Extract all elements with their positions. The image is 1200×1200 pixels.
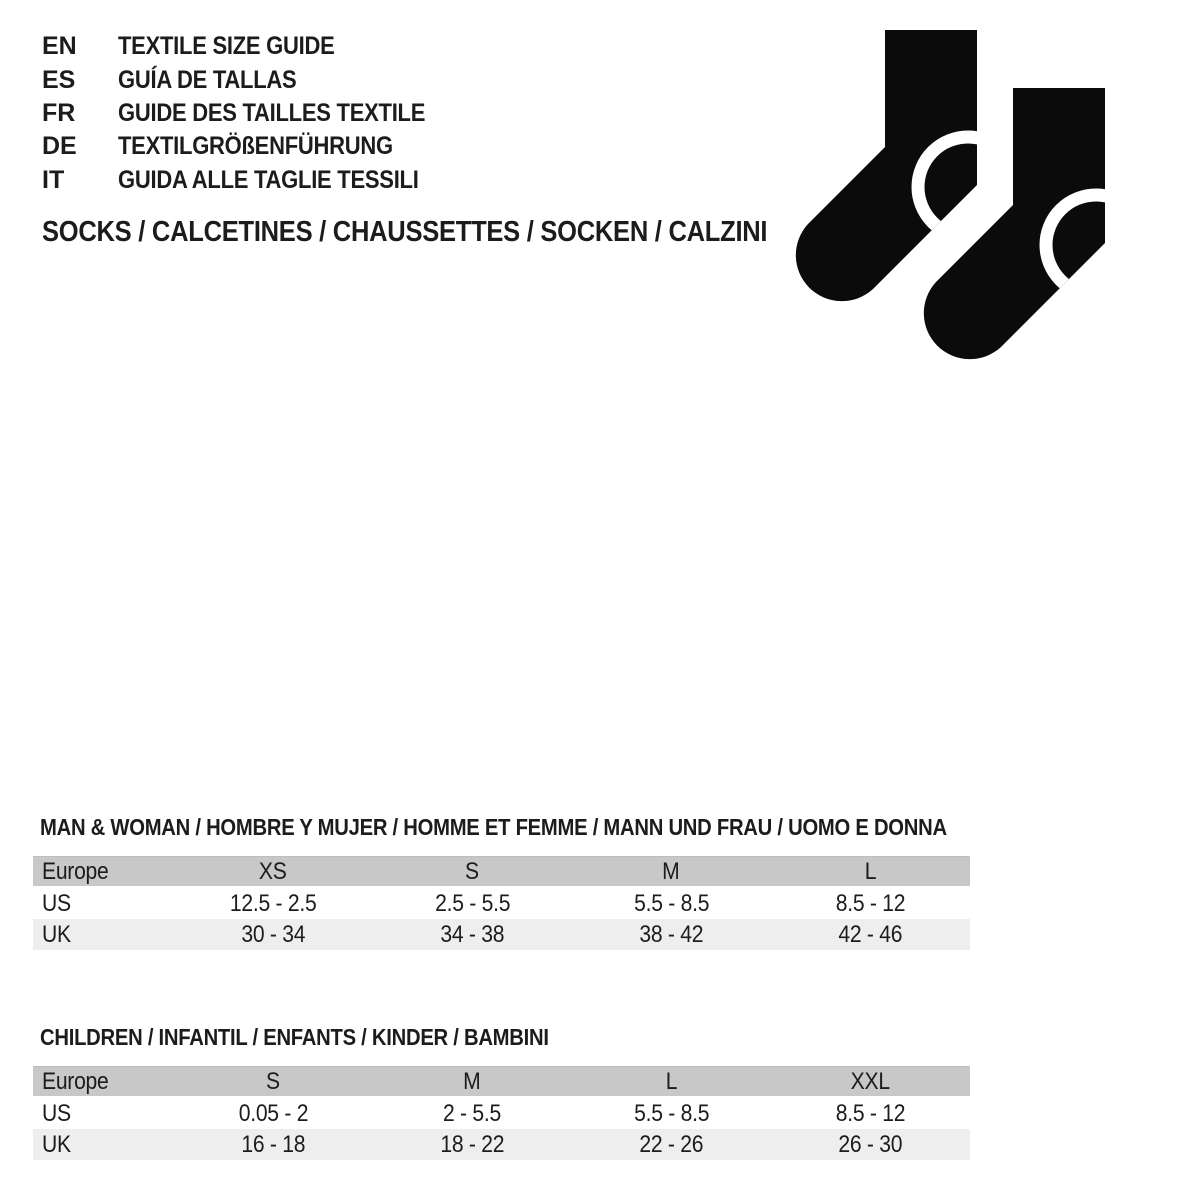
language-row-fr xyxy=(42,97,467,130)
size-cell: 12.5 - 2.5 xyxy=(229,889,317,917)
table-row-uk xyxy=(33,919,970,950)
table-header-row xyxy=(33,856,970,888)
socks-icon xyxy=(795,30,1130,380)
language-code: IT xyxy=(42,165,65,194)
table-header-row xyxy=(33,1066,970,1098)
region-cell: UK xyxy=(42,1130,71,1158)
size-cell: 22 - 26 xyxy=(639,1130,704,1158)
size-cell: 5.5 - 8.5 xyxy=(633,889,709,917)
header-cell-size: S xyxy=(465,857,480,885)
language-label: TEXTILE SIZE GUIDE xyxy=(118,32,335,61)
region-cell: UK xyxy=(42,920,71,948)
adults-size-table xyxy=(33,856,970,950)
region-cell: US xyxy=(42,1099,71,1127)
language-code: ES xyxy=(42,65,76,94)
language-label: GUÍA DE TALLAS xyxy=(118,65,297,94)
language-row-it xyxy=(42,164,467,197)
language-row-es xyxy=(42,63,467,96)
language-list xyxy=(42,30,467,197)
table-row-us xyxy=(33,888,970,919)
language-row-de xyxy=(42,130,467,163)
children-table-title: CHILDREN / INFANTIL / ENFANTS / KINDER / BAMBINI xyxy=(40,1024,549,1050)
size-cell: 8.5 - 12 xyxy=(835,1099,906,1127)
header-cell-size: L xyxy=(665,1067,678,1095)
size-cell: 16 - 18 xyxy=(241,1130,306,1158)
table-row-uk xyxy=(33,1129,970,1160)
size-cell: 0.05 - 2 xyxy=(238,1099,308,1127)
size-cell: 30 - 34 xyxy=(241,920,306,948)
language-row-en xyxy=(42,30,467,63)
product-line-title: SOCKS / CALCETINES / CHAUSSETTES / SOCKEN / CALZINI xyxy=(42,216,768,248)
adults-table-title: MAN & WOMAN / HOMBRE Y MUJER / HOMME ET FEMME / MANN UND FRAU / UOMO E DONNA xyxy=(40,814,947,840)
language-label: GUIDA ALLE TAGLIE TESSILI xyxy=(118,165,419,194)
header-cell-size: XS xyxy=(259,857,287,885)
size-cell: 26 - 30 xyxy=(838,1130,903,1158)
size-cell: 8.5 - 12 xyxy=(835,889,906,917)
size-cell: 34 - 38 xyxy=(440,920,505,948)
header-cell-size: L xyxy=(864,857,877,885)
language-label: GUIDE DES TAILLES TEXTILE xyxy=(118,98,426,127)
region-cell: US xyxy=(42,889,71,917)
header-cell-region: Europe xyxy=(42,1067,109,1095)
size-cell: 2.5 - 5.5 xyxy=(434,889,510,917)
size-cell: 5.5 - 8.5 xyxy=(633,1099,709,1127)
header-cell-size: M xyxy=(662,857,680,885)
size-cell: 42 - 46 xyxy=(838,920,903,948)
header-cell-region: Europe xyxy=(42,857,109,885)
children-size-table xyxy=(33,1066,970,1160)
header-cell-size: XXL xyxy=(850,1067,890,1095)
size-cell: 38 - 42 xyxy=(639,920,704,948)
table-row-us xyxy=(33,1098,970,1129)
language-code: DE xyxy=(42,132,77,161)
language-label: TEXTILGRÖßENFÜHRUNG xyxy=(118,132,393,161)
size-cell: 2 - 5.5 xyxy=(443,1099,502,1127)
language-code: FR xyxy=(42,98,76,127)
header-cell-size: M xyxy=(463,1067,481,1095)
header-cell-size: S xyxy=(266,1067,281,1095)
size-cell: 18 - 22 xyxy=(440,1130,505,1158)
language-code: EN xyxy=(42,32,77,61)
